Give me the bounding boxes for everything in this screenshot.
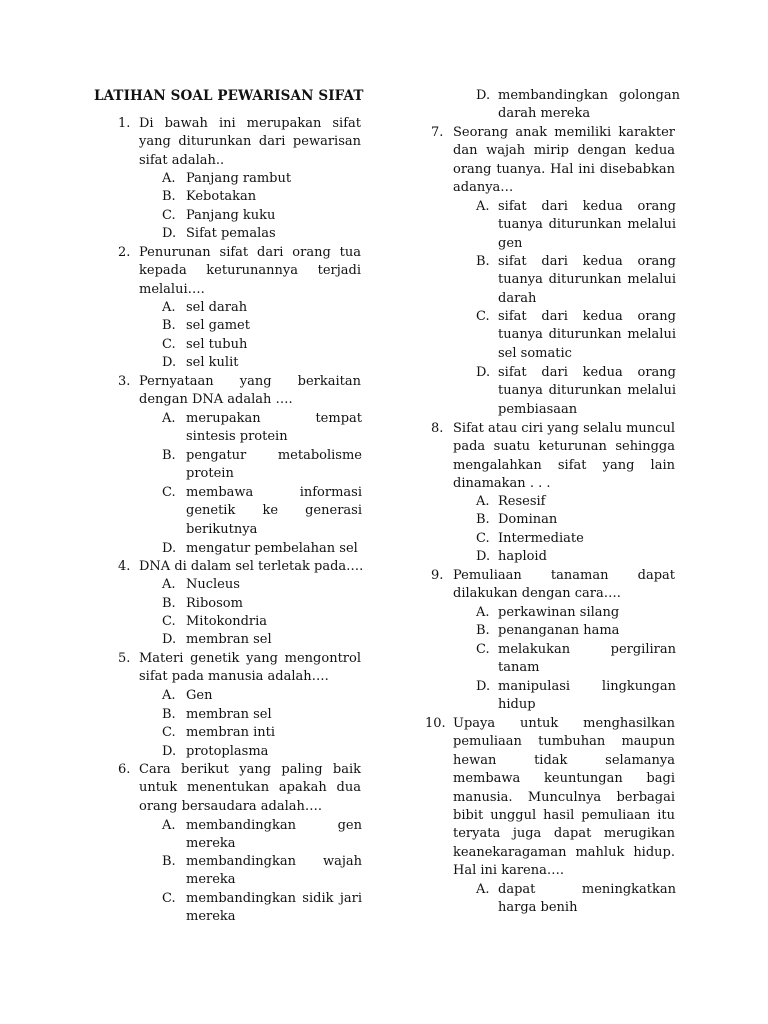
- option-text: sifat dari kedua orang tuanya diturunkan melalui gen: [498, 199, 676, 251]
- question-text: Di bawah ini merupakan sifat yang diturunkan dari pewarisan sifat adalah..: [139, 116, 361, 168]
- option-letter: B.: [162, 707, 176, 722]
- option-text: Nucleus: [186, 577, 240, 592]
- question-text: Cara berikut yang paling baik untuk menentukan apakah dua orang bersaudara adalah….: [139, 762, 361, 814]
- option-letter: A.: [162, 300, 176, 315]
- option-letter: B.: [476, 623, 490, 638]
- option-text: membandingkan wajah mereka: [186, 854, 362, 888]
- question-number: 9.: [431, 568, 444, 583]
- question-number: 10.: [425, 716, 446, 731]
- option-letter: A.: [476, 605, 490, 620]
- option-letter: B.: [162, 318, 176, 333]
- option-letter: B.: [162, 448, 176, 463]
- option-letter: B.: [162, 854, 176, 869]
- option-letter: C.: [476, 642, 490, 657]
- option-text: Panjang kuku: [186, 208, 276, 223]
- option-letter: B.: [476, 512, 490, 527]
- option-letter: C.: [162, 337, 176, 352]
- question-text: DNA di dalam sel terletak pada….: [139, 559, 364, 574]
- option-letter: A.: [162, 818, 176, 833]
- option-text: merupakan tempat sintesis protein: [186, 411, 362, 445]
- option-letter: C.: [162, 725, 176, 740]
- option-letter: B.: [162, 189, 176, 204]
- option-letter: A.: [162, 411, 176, 426]
- option-text: Dominan: [498, 512, 558, 527]
- option-letter: C.: [162, 891, 176, 906]
- option-letter: A.: [476, 199, 490, 214]
- option-text: Resesif: [498, 494, 546, 509]
- option-text: sel tubuh: [186, 337, 248, 352]
- option-letter: A.: [476, 494, 490, 509]
- page-title: LATIHAN SOAL PEWARISAN SIFAT: [94, 88, 364, 104]
- option-text: membandingkan gen mereka: [186, 818, 362, 852]
- option-text: haploid: [498, 549, 547, 564]
- question-text: Pemuliaan tanaman dapat dilakukan dengan cara….: [453, 568, 675, 602]
- option-letter: A.: [476, 882, 490, 897]
- option-text: perkawinan silang: [498, 605, 620, 620]
- option-text: membran inti: [186, 725, 276, 740]
- option-text: sifat dari kedua orang tuanya diturunkan melalui darah: [498, 254, 676, 306]
- option-text: pengatur metabolisme protein: [186, 448, 362, 482]
- option-letter: C.: [476, 309, 490, 324]
- question-text: Sifat atau ciri yang selalu muncul pada suatu keturunan sehingga mengalahkan sifat yang lain dinamakan . . .: [453, 421, 675, 492]
- question-number: 5.: [118, 651, 131, 666]
- option-letter: D.: [162, 541, 177, 556]
- option-letter: D.: [162, 744, 177, 759]
- question-number: 6.: [118, 762, 131, 777]
- option-text: Panjang rambut: [186, 171, 292, 186]
- option-text: sifat dari kedua orang tuanya diturunkan melalui sel somatic: [498, 309, 676, 361]
- option-text: membandingkan sidik jari mereka: [186, 891, 362, 925]
- option-letter: D.: [162, 226, 177, 241]
- option-letter: D.: [476, 365, 491, 380]
- option-letter: D.: [162, 355, 177, 370]
- question-text: Penurunan sifat dari orang tua kepada keturunannya terjadi melalui….: [139, 245, 361, 297]
- option-letter: A.: [162, 577, 176, 592]
- option-text: sel gamet: [186, 318, 250, 333]
- option-text: membandingkan golongan darah mereka: [498, 88, 680, 122]
- question-number: 1.: [118, 116, 131, 131]
- option-letter: D.: [476, 549, 491, 564]
- option-text: dapat meningkatkan harga benih: [498, 882, 676, 916]
- option-letter: C.: [476, 531, 490, 546]
- option-letter: C.: [162, 485, 176, 500]
- question-text: Materi genetik yang mengontrol sifat pada manusia adalah….: [139, 651, 361, 685]
- option-text: Mitokondria: [186, 614, 268, 629]
- option-text: membawa informasi genetik ke generasi berikutnya: [186, 485, 362, 537]
- question-number: 3.: [118, 374, 131, 389]
- option-text: protoplasma: [186, 744, 269, 759]
- option-letter: D.: [476, 88, 491, 103]
- option-text: Gen: [186, 688, 213, 703]
- option-text: manipulasi lingkungan hidup: [498, 679, 676, 713]
- question-text: Upaya untuk menghasilkan pemuliaan tumbuhan maupun hewan tidak selamanya membawa keuntungan bagi manusia. Munculnya berbagai bibit unggul hasil pemuliaan itu teryata juga dapat merugikan keanekaragaman mahluk hidup. Hal ini karena….: [453, 716, 675, 879]
- question-text: Seorang anak memiliki karakter dan wajah mirip dengan kedua orang tuanya. Hal ini disebabkan adanya…: [453, 125, 675, 196]
- option-letter: C.: [162, 614, 176, 629]
- option-text: membran sel: [186, 707, 272, 722]
- option-letter: B.: [162, 596, 176, 611]
- option-text: penanganan hama: [498, 623, 620, 638]
- question-number: 8.: [431, 421, 444, 436]
- question-number: 4.: [118, 559, 131, 574]
- option-text: sifat dari kedua orang tuanya diturunkan melalui pembiasaan: [498, 365, 676, 417]
- option-letter: A.: [162, 171, 176, 186]
- option-text: sel darah: [186, 300, 248, 315]
- option-letter: B.: [476, 254, 490, 269]
- option-text: membran sel: [186, 632, 272, 647]
- option-text: melakukan pergiliran tanam: [498, 642, 676, 676]
- option-text: Sifat pemalas: [186, 226, 276, 241]
- option-text: sel kulit: [186, 355, 239, 370]
- option-letter: C.: [162, 208, 176, 223]
- question-number: 2.: [118, 245, 131, 260]
- option-letter: D.: [476, 679, 491, 694]
- question-number: 7.: [431, 125, 444, 140]
- option-text: Ribosom: [186, 596, 243, 611]
- option-letter: D.: [162, 632, 177, 647]
- option-text: Intermediate: [498, 531, 584, 546]
- option-text: Kebotakan: [186, 189, 257, 204]
- question-text: Pernyataan yang berkaitan dengan DNA adalah ….: [139, 374, 361, 408]
- option-text: mengatur pembelahan sel: [186, 541, 358, 556]
- option-letter: A.: [162, 688, 176, 703]
